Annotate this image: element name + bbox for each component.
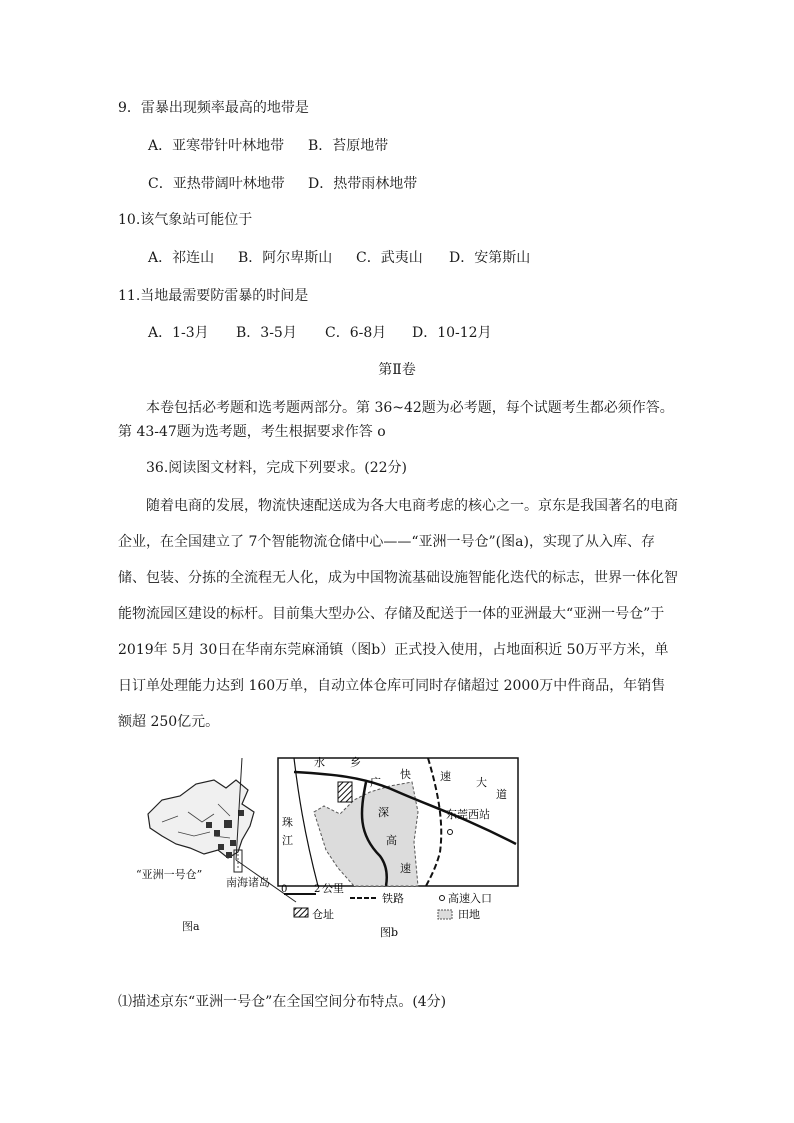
q11-option-d: D．10-12月 — [412, 325, 492, 341]
q10-option-c: C．武夷山 — [356, 250, 423, 266]
fig-b-label: 图b — [380, 926, 399, 939]
river-char-1: 珠 — [282, 816, 293, 829]
legend-field: 田地 — [458, 908, 480, 921]
station-label: 东莞西站 — [446, 808, 490, 821]
q9-options-row2 — [148, 174, 417, 194]
section-title: 第Ⅱ卷 — [378, 362, 416, 378]
section-intro: 本卷包括必考题和选考题两部分。第 36~42题为必考题，每个试题考生都必须作答。第 43-47题为选考题，考生根据要求作答 o — [118, 400, 674, 440]
scale-0: 0 — [281, 884, 288, 895]
q36-sub1: ⑴描述京东“亚洲一号仓”在全国空间分布特点。(4分) — [118, 994, 447, 1010]
q10-option-d: D．安第斯山 — [449, 250, 531, 266]
q10-options-row — [148, 248, 530, 268]
q10-option-b: B．阿尔卑斯山 — [238, 250, 333, 266]
scale-unit: 公里 — [322, 882, 344, 895]
road-char-5: 大 — [476, 776, 487, 789]
legend-entrance: 高速入口 — [448, 892, 492, 905]
warehouse-label: “亚洲一号仓” — [136, 868, 203, 881]
q36-material-text: 随着电商的发展，物流快速配送成为各大电商考虑的核心之一。京东是我国著名的电商企业，在全国建立了 7个智能物流仓储中心——“亚洲一号仓”(图a)，实现了从入库、存储、包装、分拣的全流程无人化，成为中国物流基础设施智能化迭代的标志，世界一体化智能物流园区建设的标杆。目前集大型办公、存储及配送于一体的亚洲最大“亚洲一号仓”于 2019年 5月 30日在华南东莞麻涌镇（图b）正式投入使用，占地面积近 50万平方米，单日订单处理能力达到 160万单，自动立体仓库可同时存储超过 2000万中件商品，年销售额超 250亿元。 — [118, 498, 678, 730]
q9-options-row1 — [148, 136, 388, 156]
q10-option-a: A．祁连山 — [148, 250, 215, 266]
q9-stem: 9．雷暴出现频率最高的地带是 — [118, 100, 309, 116]
q36-stem: 36.阅读图文材料，完成下列要求。(22分) — [146, 460, 408, 476]
q9-option-c: C．亚热带阔叶林地带 — [148, 176, 285, 192]
q10-stem: 10.该气象站可能位于 — [118, 212, 253, 228]
road-char-1: 水 — [314, 756, 325, 769]
q11-stem: 11.当地最需要防雷暴的时间是 — [118, 288, 309, 304]
q11-options-row — [148, 323, 492, 343]
legend-entrance-swatch — [440, 896, 445, 901]
river-char-2: 江 — [282, 834, 293, 847]
islands-label: 南海诸岛 — [226, 876, 270, 889]
q9-option-d: D．热带雨林地带 — [308, 176, 418, 192]
q11-option-a: A．1-3月 — [148, 325, 209, 341]
legend-warehouse-swatch — [294, 908, 308, 917]
highway-char-2: 深 — [378, 806, 389, 819]
road-char-4: 速 — [440, 770, 451, 783]
highway-char-1: 广 — [370, 776, 381, 789]
q9-option-b: B．苔原地带 — [308, 138, 389, 154]
q9-option-a: A．亚寒带针叶林地带 — [148, 138, 285, 154]
road-char-6: 道 — [496, 788, 507, 801]
fig-a-label: 图a — [182, 920, 200, 933]
scale-2: 2 — [314, 884, 321, 895]
road-char-3: 快 — [400, 768, 411, 781]
road-char-2: 乡 — [350, 756, 361, 769]
q11-option-b: B．3-5月 — [236, 325, 297, 341]
q36-material — [118, 488, 678, 740]
highway-char-4: 速 — [400, 862, 411, 875]
figure — [118, 752, 538, 942]
legend-field-swatch — [438, 910, 452, 919]
highway-char-3: 高 — [386, 834, 397, 847]
legend-railway: 铁路 — [382, 892, 404, 905]
q11-option-c: C．6-8月 — [325, 325, 387, 341]
legend-warehouse: 仓址 — [312, 908, 334, 921]
